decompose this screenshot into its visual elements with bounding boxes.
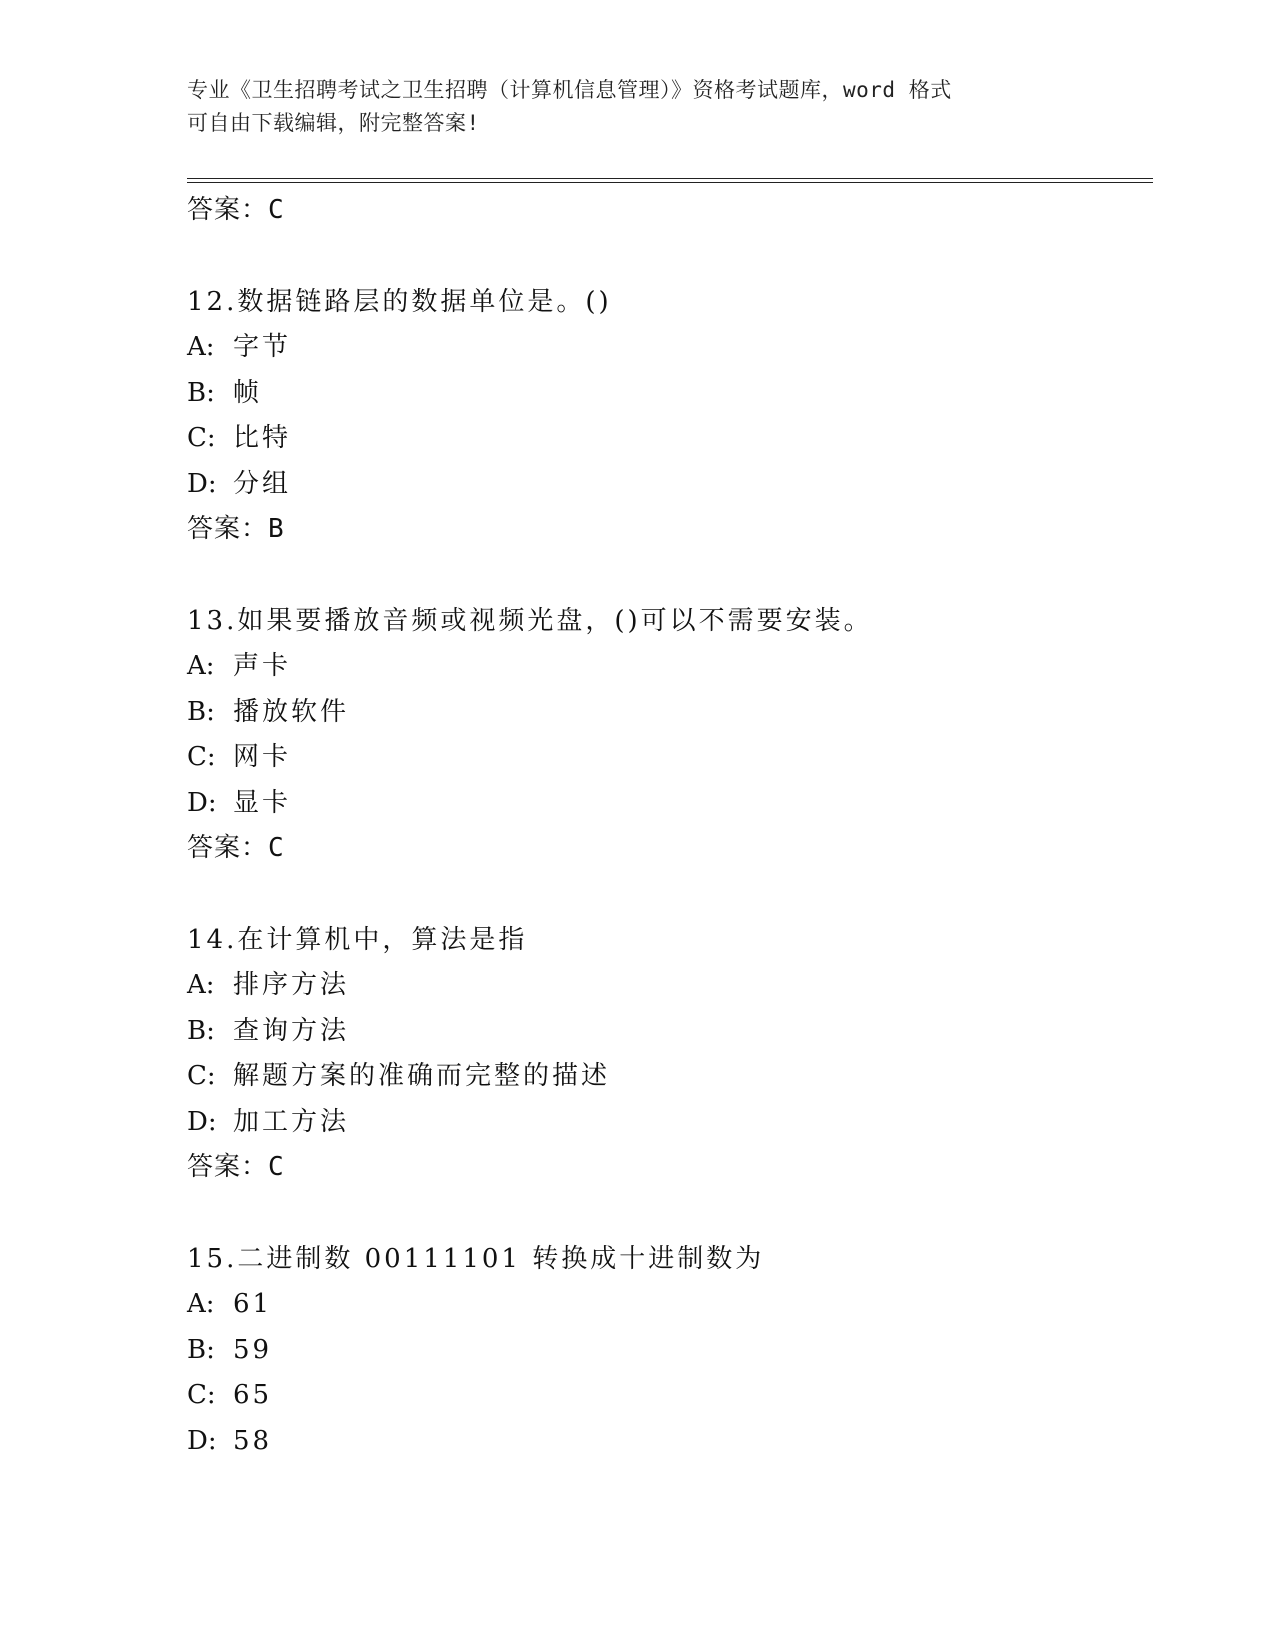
- option-text: 查询方法: [233, 1015, 350, 1046]
- option-b: [187, 371, 1153, 417]
- option-text: 字节: [233, 332, 292, 362]
- option-b: [187, 1009, 1153, 1055]
- question-stem: 14.在计算机中，算法是指: [187, 924, 528, 955]
- option-key: D:: [187, 1425, 217, 1456]
- option-a: [187, 1282, 1153, 1328]
- option-text: 声卡: [233, 651, 292, 681]
- header-line-2: 可自由下载编辑，附完整答案!: [187, 111, 480, 135]
- question-stem: 15.二进制数 00111101 转换成十进制数为: [187, 1243, 765, 1274]
- option-text: 播放软件: [233, 696, 350, 727]
- option-key: D:: [187, 1106, 217, 1137]
- page-header: [187, 74, 1087, 140]
- option-c: [187, 735, 1153, 781]
- option-text: 加工方法: [233, 1106, 350, 1137]
- option-c: [187, 1373, 1153, 1419]
- option-key: C:: [187, 423, 216, 453]
- option-text: 59: [233, 1334, 273, 1365]
- spacer: [187, 553, 1153, 599]
- answer-line: 答案：C: [187, 195, 285, 225]
- option-text: 58: [233, 1425, 273, 1456]
- option-key: D:: [187, 468, 217, 499]
- question-stem: 12.数据链路层的数据单位是。(): [187, 286, 612, 317]
- option-b: [187, 1328, 1153, 1374]
- question-stem: 13.如果要播放音频或视频光盘，()可以不需要安装。: [187, 605, 873, 636]
- spacer: [187, 234, 1153, 280]
- option-key: D:: [187, 787, 217, 818]
- option-d: [187, 1419, 1153, 1465]
- spacer: [187, 872, 1153, 918]
- option-text: 网卡: [233, 742, 292, 772]
- header-line-1: 专业《卫生招聘考试之卫生招聘（计算机信息管理）》资格考试题库，word 格式: [187, 78, 952, 102]
- option-text: 显卡: [233, 787, 292, 818]
- spacer: [187, 1191, 1153, 1237]
- option-text: 帧: [233, 377, 263, 408]
- option-text: 比特: [233, 423, 292, 453]
- option-text: 65: [233, 1380, 273, 1410]
- question-block: [187, 1237, 1153, 1465]
- option-a: [187, 325, 1153, 371]
- option-text: 分组: [233, 468, 292, 499]
- option-key: B:: [187, 1015, 215, 1046]
- option-key: A:: [187, 651, 215, 681]
- option-a: [187, 963, 1153, 1009]
- option-d: [187, 1100, 1153, 1146]
- option-c: [187, 1054, 1153, 1100]
- option-d: [187, 781, 1153, 827]
- option-key: C:: [187, 1061, 216, 1091]
- question-list: [187, 188, 1153, 1464]
- question-block: [187, 599, 1153, 872]
- option-key: B:: [187, 377, 215, 408]
- answer-line: 答案：C: [187, 833, 285, 863]
- option-key: B:: [187, 696, 215, 727]
- option-key: A:: [187, 970, 215, 1000]
- question-block: [187, 918, 1153, 1191]
- option-text: 排序方法: [233, 970, 350, 1000]
- option-d: [187, 462, 1153, 508]
- answer-line: 答案：B: [187, 514, 285, 544]
- option-c: [187, 416, 1153, 462]
- option-b: [187, 690, 1153, 736]
- question-block: [187, 280, 1153, 553]
- option-text: 解题方案的准确而完整的描述: [233, 1061, 611, 1091]
- option-key: C:: [187, 742, 216, 772]
- option-key: C:: [187, 1380, 216, 1410]
- option-key: A:: [187, 332, 215, 362]
- option-a: [187, 644, 1153, 690]
- answer-line: 答案：C: [187, 1152, 285, 1182]
- header-divider: [187, 178, 1153, 183]
- option-key: A:: [187, 1289, 215, 1319]
- option-text: 61: [233, 1289, 273, 1319]
- option-key: B:: [187, 1334, 215, 1365]
